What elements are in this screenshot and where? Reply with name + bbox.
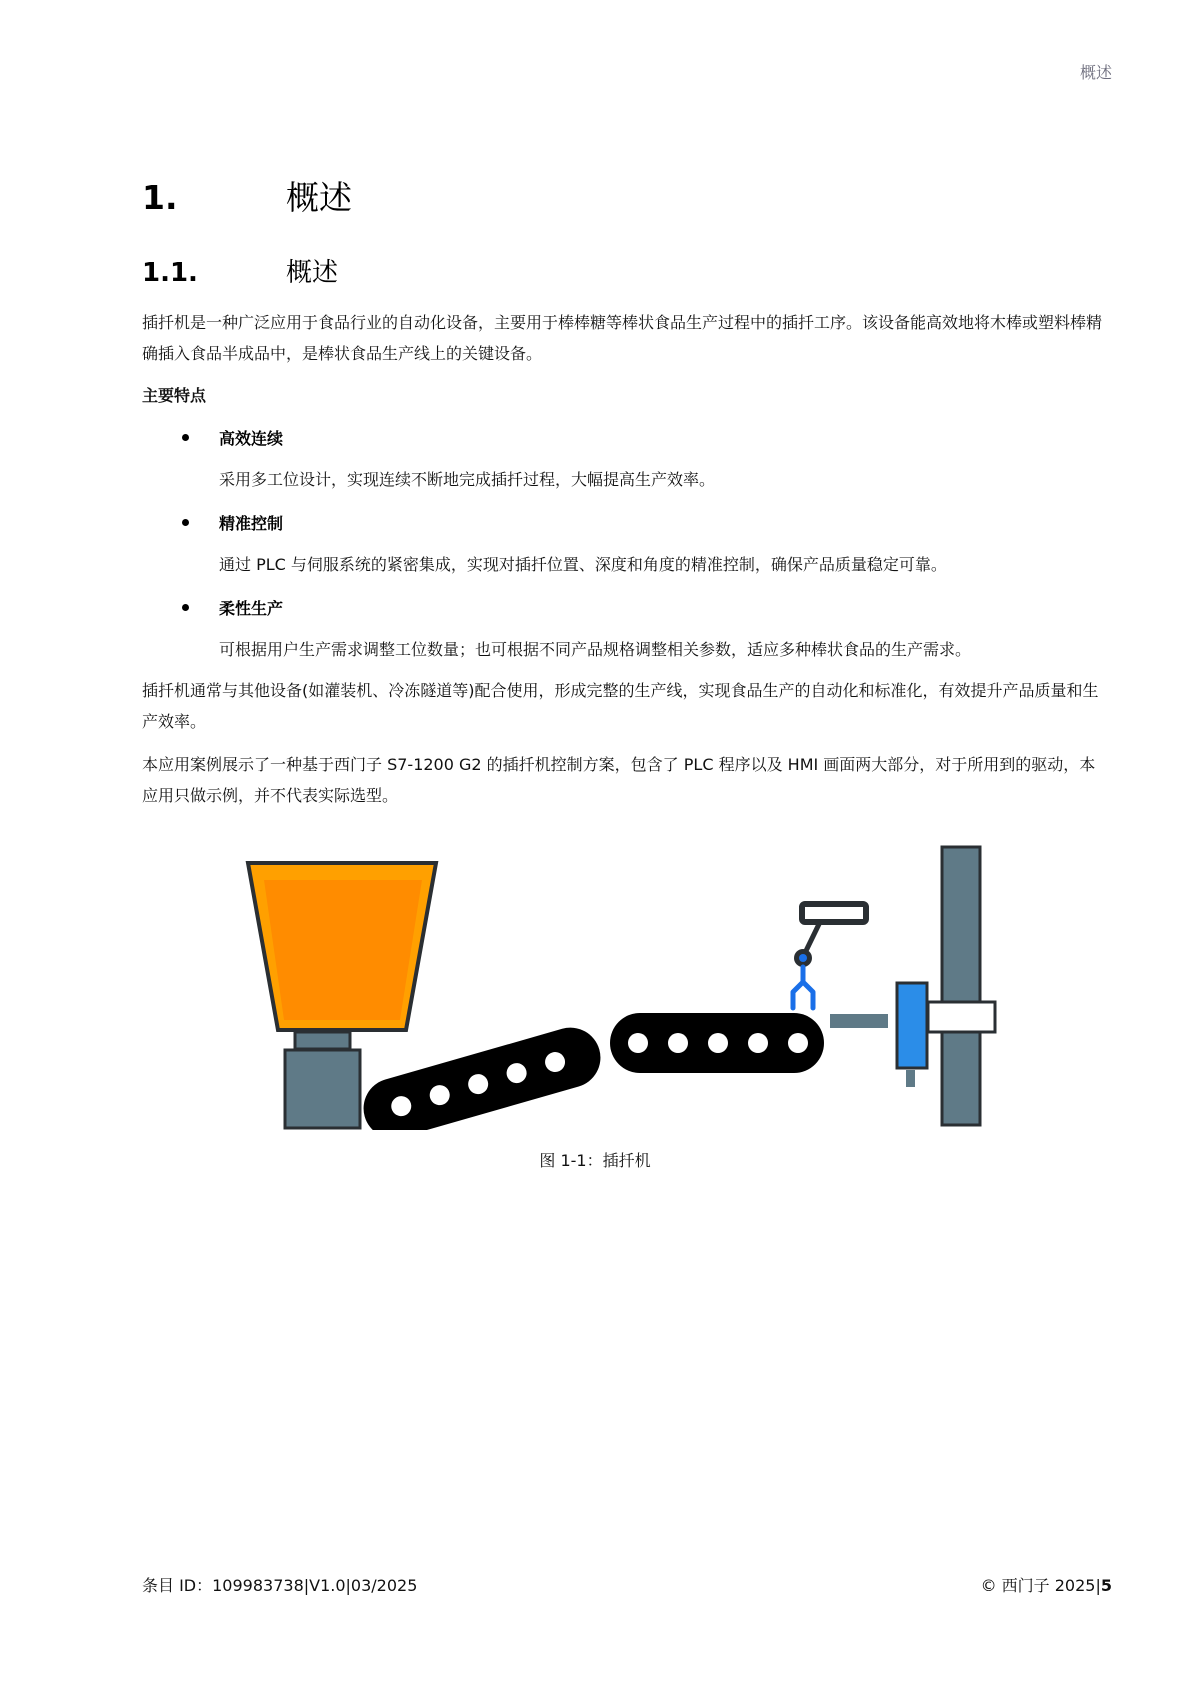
cylinder-icon bbox=[897, 983, 927, 1087]
footer-copyright bbox=[981, 1573, 1112, 1596]
section-title: 概述 bbox=[286, 178, 352, 217]
subsection-title: 概述 bbox=[286, 258, 339, 288]
subsection-number: 1.1. bbox=[142, 258, 198, 288]
push-rod-icon bbox=[830, 1014, 888, 1028]
feature-label: 柔性生产 bbox=[219, 599, 284, 618]
machine-illustration bbox=[240, 830, 1020, 1130]
feature-label: 精准控制 bbox=[219, 514, 284, 533]
horizontal-conveyor-icon bbox=[610, 1013, 824, 1073]
inclined-conveyor-icon bbox=[356, 1021, 607, 1130]
usage-paragraph: 插扦机通常与其他设备(如灌装机、冷冻隧道等)配合使用，形成完整的生产线，实现食品生产的自动化和标准化，有效提升产品质量和生产效率。 bbox=[142, 681, 1099, 731]
gripper-arm-icon bbox=[793, 904, 866, 1008]
features-heading: 主要特点 bbox=[142, 386, 207, 405]
feature-item bbox=[142, 592, 1102, 665]
feature-item bbox=[142, 422, 1102, 495]
footer-item-id: 条目 ID：109983738|V1.0|03/2025 bbox=[142, 1576, 418, 1595]
feature-description: 采用多工位设计，实现连续不断地完成插扦过程，大幅提高生产效率。 bbox=[219, 470, 716, 489]
figure-caption: 图 1-1：插扦机 bbox=[539, 1151, 651, 1170]
vertical-column-icon bbox=[928, 847, 995, 1125]
bullet-icon bbox=[182, 604, 189, 611]
page-number: 5 bbox=[1100, 1576, 1112, 1595]
subsection-heading bbox=[142, 252, 338, 289]
running-header: 概述 bbox=[1079, 63, 1112, 82]
section-number: 1. bbox=[142, 178, 178, 217]
intro-paragraph: 插扦机是一种广泛应用于食品行业的自动化设备，主要用于棒棒糖等棒状食品生产过程中的插扦工序。该设备能高效地将木棒或塑料棒精确插入食品半成品中，是棒状食品生产线上的关键设备。 bbox=[142, 313, 1103, 363]
section-heading bbox=[142, 172, 352, 219]
feature-item bbox=[142, 507, 1102, 580]
case-paragraph: 本应用案例展示了一种基于西门子 S7-1200 G2 的插扦机控制方案，包含了 PLC 程序以及 HMI 画面两大部分，对于所用到的驱动，本应用只做示例，并不代表实际选型。 bbox=[142, 755, 1096, 805]
feature-description: 通过 PLC 与伺服系统的紧密集成，实现对插扦位置、深度和角度的精准控制，确保产品质量稳定可靠。 bbox=[219, 555, 947, 574]
bullet-icon bbox=[182, 519, 189, 526]
bullet-icon bbox=[182, 434, 189, 441]
feature-label: 高效连续 bbox=[219, 429, 284, 448]
feature-description: 可根据用户生产需求调整工位数量；也可根据不同产品规格调整相关参数，适应多种棒状食品的生产需求。 bbox=[219, 640, 972, 659]
copyright-text: © 西门子 2025| bbox=[980, 1576, 1101, 1595]
